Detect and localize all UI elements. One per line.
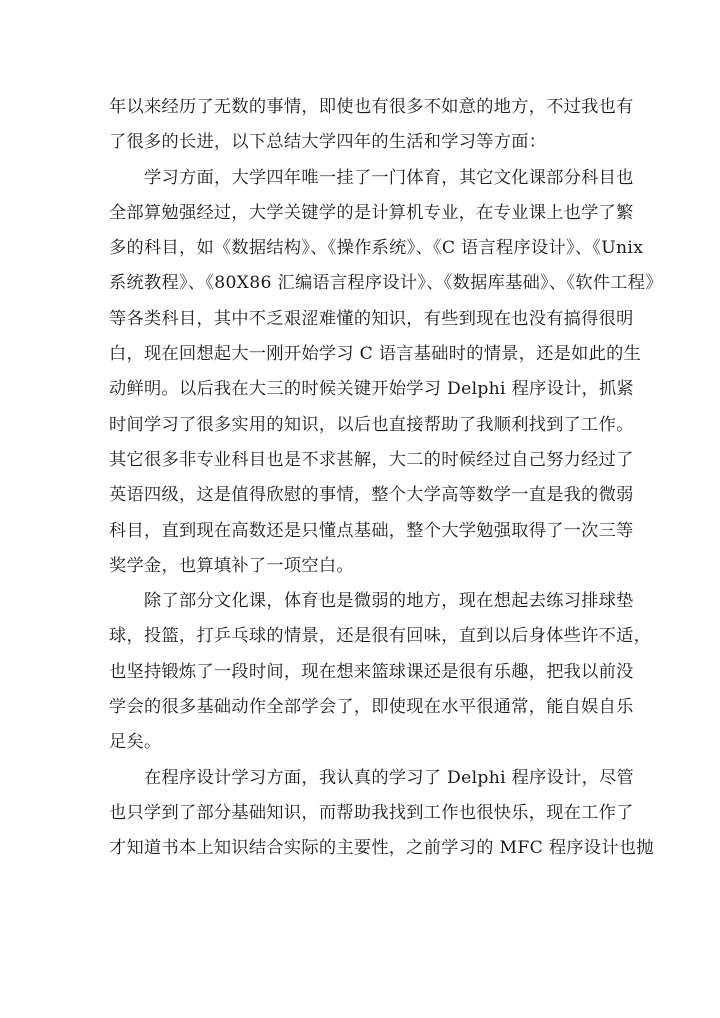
text-line: 白，现在回想起大一刚开始学习 C 语言基础时的情景，还是如此的生 xyxy=(109,344,642,365)
text-line: 了很多的长进，以下总结大学四年的生活和学习等方面： xyxy=(109,132,547,153)
text-line: 也坚持锻炼了一段时间，现在想来篮球课还是很有乐趣，把我以前没 xyxy=(109,661,634,682)
text-line: 多的科目，如《数据结构》、《操作系统》、《C 语言程序设计》、《Unix xyxy=(109,238,644,259)
text-line: 全部算勉强经过，大学关键学的是计算机专业，在专业课上也学了繁 xyxy=(109,202,634,223)
text-line: 学习方面，大学四年唯一挂了一门体育，其它文化课部分科目也 xyxy=(144,167,634,188)
text-line: 才知道书本上知识结合实际的主要性，之前学习的 MFC 程序设计也抛 xyxy=(109,838,654,859)
text-line: 系统教程》、《80X86 汇编语言程序设计》、《数据库基础》、《软件工程》 xyxy=(109,273,663,294)
text-line: 英语四级，这是值得欣慰的事情，整个大学高等数学一直是我的微弱 xyxy=(109,485,634,506)
text-line: 科目，直到现在高数还是只懂点基础，整个大学勉强取得了一次三等 xyxy=(109,520,634,541)
text-line: 球，投篮，打乒乓球的情景，还是很有回味，直到以后身体些许不适， xyxy=(109,626,652,647)
text-line: 等各类科目，其中不乏艰涩难懂的知识，有些到现在也没有搞得很明 xyxy=(109,308,634,329)
text-line: 动鲜明。以后我在大三的时候关键开始学习 Delphi 程序设计，抓紧 xyxy=(109,379,635,400)
text-line: 年以来经历了无数的事情，即使也有很多不如意的地方，不过我也有 xyxy=(109,97,634,117)
text-line: 除了部分文化课，体育也是微弱的地方，现在想起去练习排球垫 xyxy=(144,591,634,612)
text-line: 时间学习了很多实用的知识，以后也直接帮助了我顺利找到了工作。 xyxy=(109,414,634,435)
text-line: 其它很多非专业科目也是不求甚解，大二的时候经过自己努力经过了 xyxy=(109,449,634,470)
text-line: 足矣。 xyxy=(109,732,162,753)
text-line: 在程序设计学习方面，我认真的学习了 Delphi 程序设计，尽管 xyxy=(144,767,635,788)
document-body xyxy=(109,90,663,867)
text-line: 也只学到了部分基础知识，而帮助我找到工作也很快乐，现在工作了 xyxy=(109,802,634,823)
text-line: 学会的很多基础动作全部学会了，即使现在水平很通常，能自娱自乐 xyxy=(109,697,634,718)
text-line: 奖学金，也算填补了一项空白。 xyxy=(109,555,354,576)
